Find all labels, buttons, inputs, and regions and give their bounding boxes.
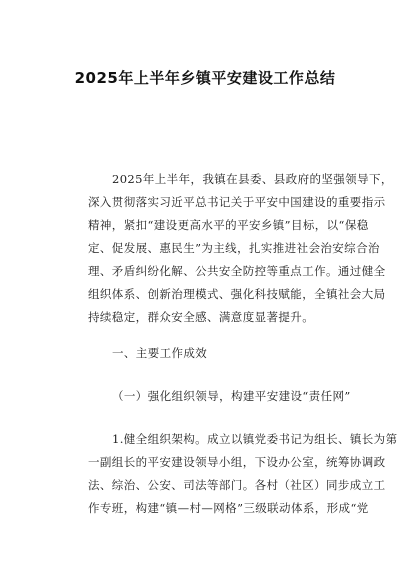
- paragraph-line: 法、综治、公安、司法等部门。各村（社区）同步成立工: [88, 478, 386, 492]
- paragraph-line: 持续稳定，群众安全感、满意度显著提升。: [88, 310, 315, 324]
- section-paragraph: [88, 428, 398, 520]
- paragraph-line: 组织体系、创新治理模式、强化科技赋能，全镇社会大局: [88, 287, 386, 301]
- section-heading: 一、主要工作成效: [112, 346, 208, 360]
- paragraph-line: 深入贯彻落实习近平总书记关于平安中国建设的重要指示: [88, 195, 386, 209]
- paragraph-line: 作专班，构建“镇—村—网格”三级联动体系，形成“党: [88, 501, 369, 515]
- intro-paragraph: [88, 168, 393, 329]
- paragraph-line: 2025年上半年，我镇在县委、县政府的坚强领导下，: [112, 172, 393, 186]
- paragraph-line: 1.健全组织架构。成立以镇党委书记为组长、镇长为第: [112, 432, 398, 446]
- paragraph-line: 定、促发展、惠民生”为主线，扎实推进社会治安综合治: [88, 241, 380, 255]
- subsection-heading: （一）强化组织领导，构建平安建设“责任网”: [112, 389, 351, 403]
- paragraph-line: 一副组长的平安建设领导小组，下设办公室，统筹协调政: [88, 455, 386, 469]
- document-title: 2025年上半年乡镇平安建设工作总结: [74, 69, 336, 87]
- paragraph-line: 精神，紧扣“建设更高水平的平安乡镇”目标，以“保稳: [88, 218, 369, 232]
- paragraph-line: 理、矛盾纠纷化解、公共安全防控等重点工作。通过健全: [88, 264, 386, 278]
